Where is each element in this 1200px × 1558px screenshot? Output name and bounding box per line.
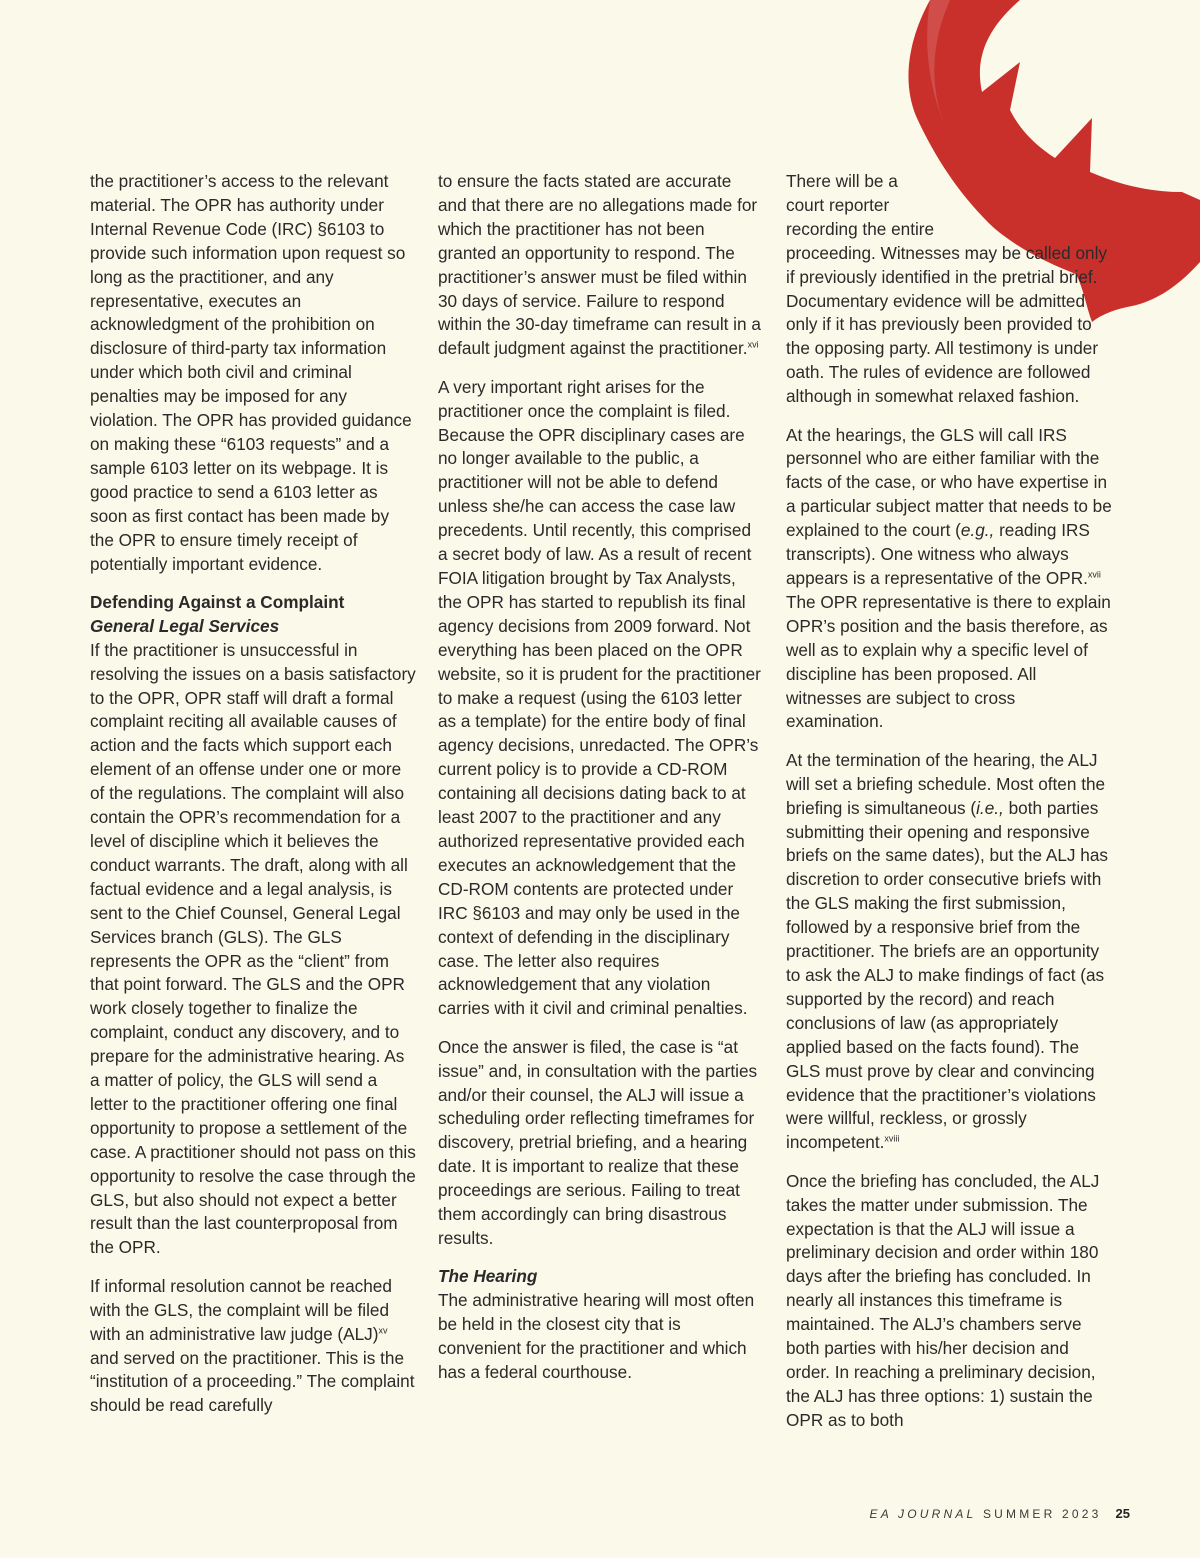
paragraph: Once the briefing has concluded, the ALJ takes the matter under submission. The expectation is that the ALJ will issue a preliminary decision and order within 180 days after the briefing has concluded. In nearly all instances this timeframe is maintained. The ALJ’s chambers serve both parties with his/her decision and order. In reaching a preliminary decision, the ALJ has three options: 1) sustain the OPR as to both	[786, 1170, 1100, 1430]
journal-name: EA JOURNAL	[869, 1507, 977, 1521]
text-run: At the hearings, the GLS will call IRS personnel who are either familiar with the facts of the case, or who have expertise in a particular subject matter that needs to be explained to the court (	[786, 424, 1112, 541]
paragraph	[438, 170, 764, 361]
column-3	[786, 170, 1114, 1433]
paragraph: Once the answer is filed, the case is “at issue” and, in consultation with the parties and/or their counsel, the ALJ will issue a scheduling order reflecting timeframes for discovery, pretrial briefing, and a hearing date. It is important to realize that these proceedings are serious. Failing to treat them accordingly can bring disastrous results.	[438, 1036, 758, 1248]
column-2	[438, 170, 764, 1399]
text-run: At the termination of the hearing, the ALJ will set a briefing schedule. Most often the briefing is simultaneous (	[786, 749, 1106, 818]
footnote-marker: xv	[378, 1324, 388, 1335]
paragraph	[786, 170, 1114, 409]
paragraph: The administrative hearing will most often be held in the closest city that is convenient for the practitioner and which has a federal courthouse.	[438, 1290, 755, 1382]
text-run: both parties submitting their opening and responsive briefs on the same dates), but the ALJ has discretion to order consecutive briefs with the GLS making the first submission, followed by a responsive brief from the practitioner. The briefs are an opportunity to ask the ALJ to make findings of fact (as supported by the record) and reach conclusions of law (as appropriately applied based on the facts found). The GLS must prove by clear and convincing evidence that the practitioner’s violations were willful, reckless, or grossly incompetent.	[786, 797, 1108, 1153]
text-line: There will be a	[786, 171, 898, 191]
paragraph: A very important right arises for the practitioner once the complaint is filed. Because the OPR disciplinary cases are no longer available to the public, a practitioner will not be able to defend unless she/he can access the case law precedents. Until recently, this comprised a secret body of law. As a result of recent FOIA litigation brought by Tax Analysts, the OPR has started to republish its final agency decisions from 2009 forward. Not everything has been placed on the OPR website, so it is prudent for the practitioner to make a request (using the 6103 letter as a template) for the entire body of final agency decisions, unredacted. The OPR’s current policy is to provide a CD-ROM containing all decisions dating back to at least 2007 to the practitioner and any authorized representative provided each executes an acknowledgement that the CD-ROM contents are protected under IRC §6103 and may only be used in the context of defending in the disciplinary case. The letter also requires acknowledgement that any violation carries with it civil and criminal penalties.	[438, 376, 761, 1019]
text-line: recording the entire	[786, 218, 935, 239]
text-run: proceeding. Witnesses may be called only if previously identified in the pretrial brief. Documentary evidence will be admitted only if it has previously been provided to the opposing party. All testimony is under oath. The rules of evidence are followed although in somewhat relaxed fashion.	[786, 242, 1107, 407]
paragraph: the practitioner’s access to the relevant material. The OPR has authority under Internal Revenue Code (IRC) §6103 to provide such information upon request so long as the practitioner, and any representative, executes an acknowledgment of the prohibition on disclosure of third-party tax information under which both civil and criminal penalties may be imposed for any violation. The OPR has provided guidance on making these “6103 requests” and a sample 6103 letter on its webpage. It is good practice to send a 6103 letter as soon as first contact has been made by the OPR to ensure timely receipt of potentially important evidence.	[90, 171, 412, 574]
paragraph	[786, 424, 1114, 735]
text-run-italic: e.g.,	[960, 520, 995, 541]
paragraph	[90, 1275, 416, 1418]
text-line: court reporter	[786, 194, 890, 215]
text-run: and served on the practitioner. This is the “institution of a proceeding.” The complaint should be read carefully	[90, 1347, 415, 1416]
page-footer	[0, 1506, 1130, 1521]
subsection-heading: General Legal Services	[90, 615, 280, 636]
text-run: reading IRS transcripts). One witness who always appears is a representative of the OPR.	[786, 520, 1090, 588]
subsection-heading: The Hearing	[438, 1266, 538, 1287]
text-run: The OPR representative is there to explain OPR’s position and the basis therefore, as well as to explain why a specific level of discipline has been proposed. All witnesses are subject to cross examination.	[786, 591, 1111, 732]
footnote-marker: xviii	[884, 1133, 900, 1144]
issue-label: SUMMER 2023	[976, 1507, 1102, 1521]
page-number: 25	[1115, 1506, 1130, 1521]
paragraph: If the practitioner is unsuccessful in resolving the issues on a basis satisfactory to the OPR, OPR staff will draft a formal complaint reciting all available causes of action and the facts which support each element of an offense under one or more of the regulations. The complaint will also contain the OPR’s recommendation for a level of discipline which it believes the conduct warrants. The draft, along with all factual evidence and a legal analysis, is sent to the Chief Counsel, General Legal Services branch (GLS). The GLS represents the OPR as the “client” from that point forward. The GLS and the OPR work closely together to finalize the complaint, conduct any discovery, and to prepare for the administrative hearing. As a matter of policy, the GLS will send a letter to the practitioner offering one final opportunity to propose a settlement of the case. A practitioner should not pass on this opportunity to resolve the case through the GLS, but also should not expect a better result than the last counterproposal from the OPR.	[90, 639, 416, 1258]
footnote-marker: xvi	[747, 339, 759, 350]
footnote-marker: xvii	[1087, 569, 1101, 580]
column-1	[90, 170, 416, 1433]
text-run: to ensure the facts stated are accurate and that there are no allegations made for which the practitioner has not been granted an opportunity to respond. The practitioner’s answer must be filed within 30 days of service. Failure to respond within the 30-day timeframe can result in a default judgment against the practitioner.	[438, 171, 761, 359]
text-run-italic: i.e.,	[976, 797, 1004, 818]
text-run: If informal resolution cannot be reached with the GLS, the complaint will be filed with an administrative law judge (ALJ)	[90, 1275, 392, 1344]
paragraph	[786, 749, 1114, 1155]
section-heading: Defending Against a Complaint	[90, 591, 345, 612]
